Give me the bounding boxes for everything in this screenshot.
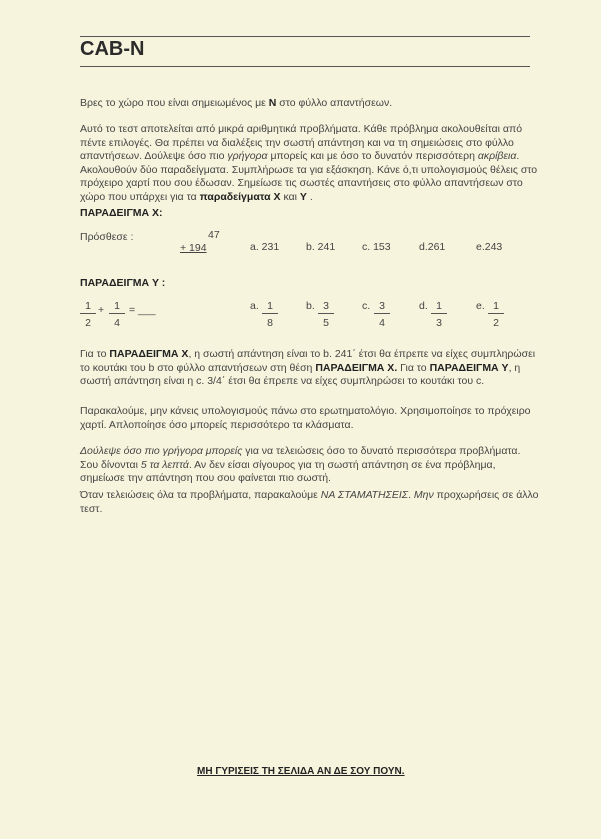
example-y-plus-sign: + [98,304,105,316]
explanation-bold-3: ΠΑΡΑΔΕΙΓΜΑ Y [429,361,509,374]
instructions-text-3: . Ακολουθούν δύο παραδείγματα. Συμπλήρωσε τα για εξάσκηση. Κάνε ό,τι υπολογισμούς θέλεις στο πρόχειρο χαρτί που σου έδωσαν. Σημείωσε τις σωστές απαντήσεις στο φύλλο απαντήσεων στο χώρο που υπάρχει για τα [80,150,538,203]
fraction-denominator: 4 [379,317,385,329]
instructions-paragraph [80,123,540,205]
example-x-option-a: a. 231 [250,241,280,253]
example-y-fraction-2 [109,300,125,329]
do-not-turn-page-notice: ΜΗ ΓΥΡΙΣΕΙΣ ΤΗ ΣΕΛΙΔΑ ΑΝ ΔΕ ΣΟΥ ΠΟΥΝ. [197,766,405,777]
fraction-numerator: 3 [374,300,390,314]
fraction-numerator: 3 [318,300,334,314]
intro-text-end: στο φύλλο απαντήσεων. [276,97,393,109]
explanation-text-4: , η σωστή απάντηση είναι η c. 3/4΄ έτσι θα έπρεπε να είχες συμπληρώσει το κουτάκι του c. [80,361,521,388]
example-x-heading: ΠΑΡΑΔΕΙΓΜΑ X: [80,207,163,219]
instructions-bold-1: παραδείγματα X [199,190,281,203]
page-title: CAB-N [80,38,145,60]
instructions-italic-2: ακρίβεια [477,150,517,163]
stop-text-3: προχωρήσεις σε άλλο τεστ. [80,489,539,515]
answer-explanation-paragraph [80,348,540,389]
scratch-paper-paragraph: Παρακαλούμε, μην κάνεις υπολογισμούς πάνω στο ερωτηματολόγιο. Χρησιμοποίησε το πρόχειρο χαρτί. Απλοποίησε όσο μπορείς περισσότερο τα κλάσματα. [80,405,531,431]
stop-text-1: Όταν τελειώσεις όλα τα προβλήματα, παρακαλούμε [80,489,321,501]
fraction-numerator: 1 [109,300,125,314]
stop-paragraph [80,489,540,516]
example-y-option-e-fraction [488,300,504,329]
fraction-numerator: 1 [431,300,447,314]
instructions-text-2: μπορείς και με όσο το δυνατόν περισσότερη [267,150,478,163]
stop-italic-1: ΝΑ ΣΤΑΜΑΤΗΣΕΙΣ [320,489,409,501]
explanation-text-2: , η σωστή απάντηση είναι το b. 241΄ έτσι θα έπρεπε να είχες συμπληρώσει το κουτάκι του b στο φύλλο απαντήσεων στη θέση [80,348,536,374]
intro-paragraph [80,97,540,111]
title-rule-bottom [80,66,530,67]
example-y-fraction-1 [80,300,96,329]
fraction-denominator: 5 [323,317,329,329]
stop-text-2: . [408,489,414,501]
title-rule-top [80,36,530,37]
fraction-denominator: 3 [436,317,442,329]
explanation-text-1: Για το [80,348,110,360]
example-y-option-d-letter: d. [419,300,428,312]
fraction-numerator: 1 [488,300,504,314]
example-y-option-e-letter: e. [476,300,485,312]
fraction-denominator: 8 [267,317,273,329]
instructions-text-1: Αυτό το τεστ αποτελείται από μικρά αριθμητικά προβλήματα. Κάθε πρόβλημα ακολουθείται από πέντε επιλογές. Θα πρέπει να διαλέξεις την σωστή απάντηση και να τη σημειώσεις στο φύλλο απαντήσεων. Δούλεψε όσο πιο [80,123,523,163]
fraction-numerator: 1 [80,300,96,314]
instructions-text-5: . [306,190,313,203]
example-x-addend-bottom: + 194 [180,242,207,254]
example-y-heading: ΠΑΡΑΔΕΙΓΜΑ Y : [80,277,166,289]
stop-italic-2: Μην [413,489,434,501]
timing-italic-1: Δούλεψε όσο πιο γρήγορα μπορείς [80,445,243,457]
timing-text-1: για να τελειώσεις όσο το δυνατό περισσότερα προβλήματα. Σου δίνονται [80,445,521,471]
intro-bold: N [268,97,277,109]
fraction-denominator: 4 [114,317,120,329]
instructions-italic-1: γρήγορα [227,150,268,163]
example-x-option-c: c. 153 [362,241,391,253]
example-y-option-a-fraction [262,300,278,329]
example-x-option-d: d.261 [419,241,446,253]
timing-paragraph [80,445,540,486]
explanation-text-3: Για το [397,361,430,374]
example-y-option-d-fraction [431,300,447,329]
example-x-option-e: e.243 [476,241,503,253]
example-y-option-c-letter: c. [362,300,371,312]
timing-text-2: . Αν δεν είσαι σίγουρος για τη σωστή απάντηση σε ένα πρόβλημα, σημείωσε την απάντηση που σου φαίνεται πιο σωστή. [80,458,496,485]
example-x-addend-top: 47 [208,229,220,241]
fraction-numerator: 1 [262,300,278,314]
example-y-option-b-fraction [318,300,334,329]
timing-italic-2: 5 τα λεπτά [140,458,189,471]
example-y-option-b-letter: b. [306,300,315,312]
example-y-option-a-letter: a. [250,300,259,312]
instructions-bold-2: Y [299,190,307,203]
fraction-denominator: 2 [493,317,499,329]
example-x-label: Πρόσθεσε : [80,231,134,243]
explanation-bold-1: ΠΑΡΑΔΕΙΓΜΑ X [109,348,189,360]
example-y-option-c-fraction [374,300,390,329]
explanation-bold-2: ΠΑΡΑΔΕΙΓΜΑ X. [315,361,398,374]
example-x-option-b: b. 241 [306,241,336,253]
example-y-equals-blank: = ___ [129,304,156,316]
fraction-denominator: 2 [85,317,91,329]
instructions-text-4: και [280,190,300,203]
intro-text: Βρες το χώρο που είναι σημειωμένος με [80,97,269,109]
